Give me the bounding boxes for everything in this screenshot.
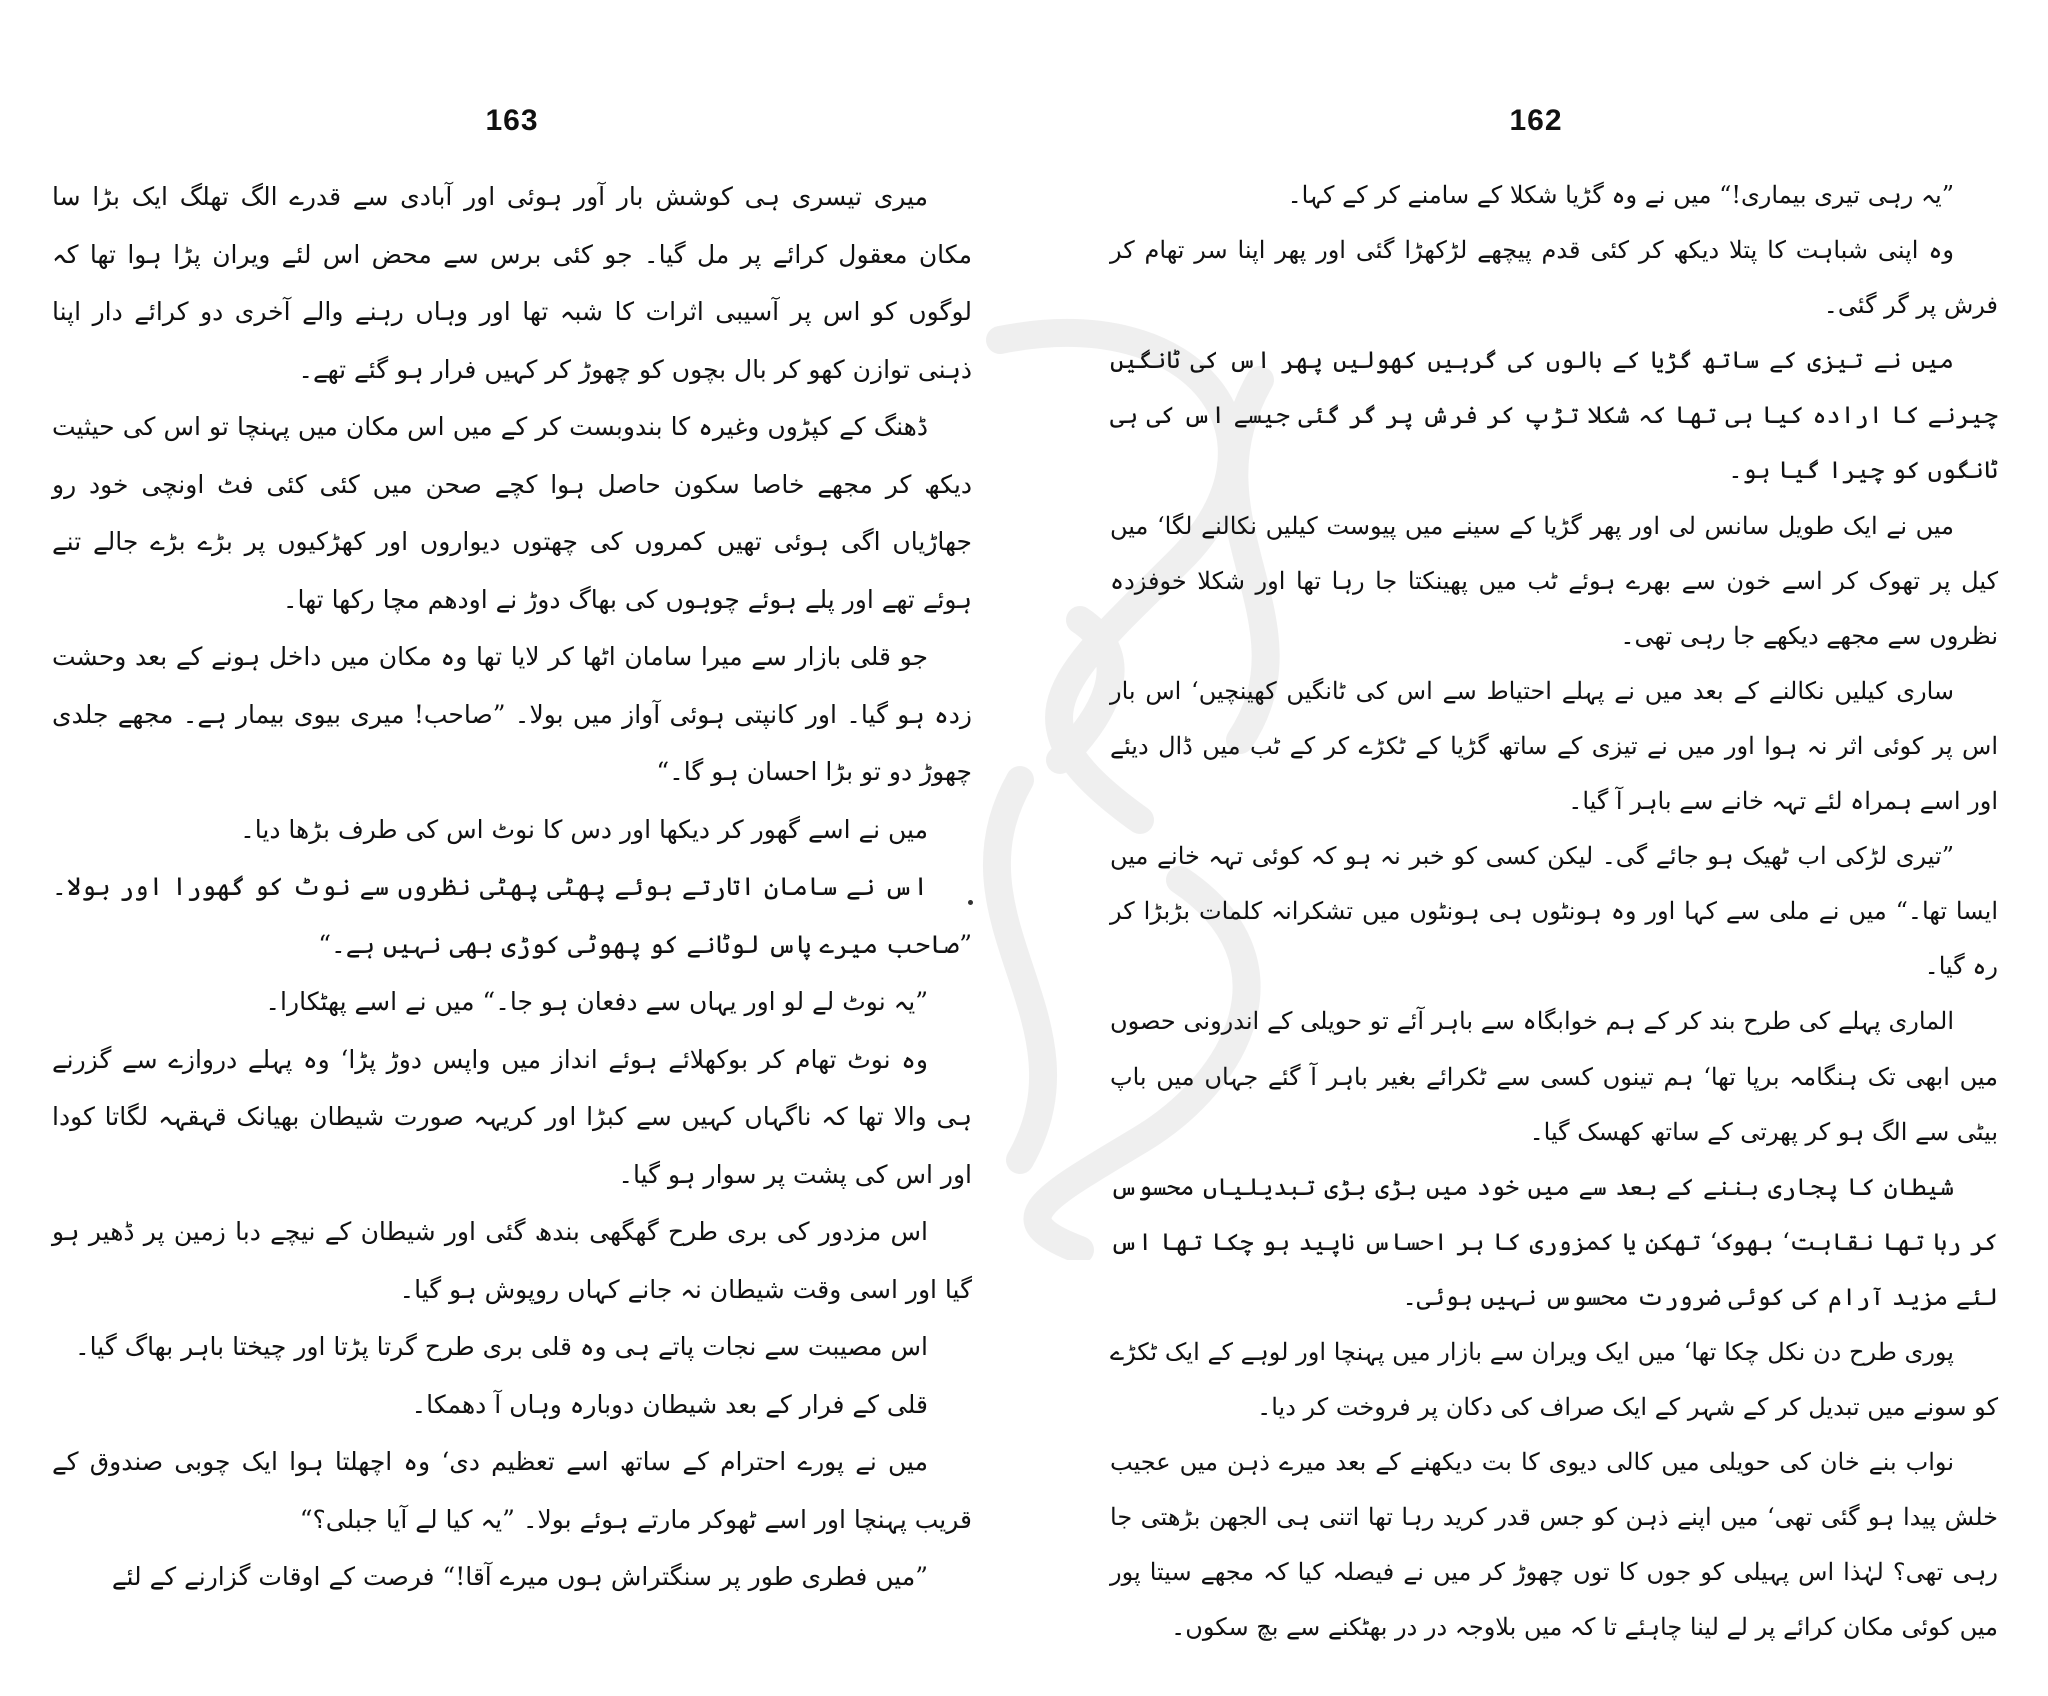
- paragraph: جو قلی بازار سے میرا سامان اٹھا کر لایا تھا وہ مکان میں داخل ہونے کے بعد وحشت زدہ ہو گیا۔ اور کانپتی ہوئی آواز میں بولا۔ ”صاحب! میری بیوی بیمار ہے۔ مجھے جلدی چھوڑ دو تو بڑا احسان ہو گا۔“: [52, 642, 972, 786]
- paragraph: میں نے ایک طویل سانس لی اور پھر گڑیا کے سینے میں پیوست کیلیں نکالنے لگا‘ میں کیل پر تھوک کر اسے خون سے بھرے ہوئے ٹب میں پھینکتا جا رہا تھا اور شکلا خوفزدہ نظروں سے مجھے دیکھے جا رہی تھی۔: [1110, 511, 1998, 650]
- paragraph: ڈھنگ کے کپڑوں وغیرہ کا بندوبست کر کے میں اس مکان میں پہنچا تو اس کی حیثیت دیکھ کر مجھے خاصا سکون حاصل ہوا کچے صحن میں کئی کئی فٹ اونچی خود رو جھاڑیاں اگی ہوئی تھیں کمروں کی چھتوں دیواروں اور کھڑکیوں پر بڑے بڑے جالے تنے ہوئے تھے اور پلے ہوئے چوہوں کی بھاگ دوڑ نے اودھم مچا رکھا تھا۔: [52, 412, 972, 614]
- page-number: 162: [1509, 104, 1563, 137]
- paragraph: میں نے اسے گھور کر دیکھا اور دس کا نوٹ اس کی طرف بڑھا دیا۔: [240, 814, 928, 844]
- paragraph: الماری پہلے کی طرح بند کر کے ہم خوابگاہ سے باہر آئے تو حویلی کے اندرونی حصوں میں ابھی تک ہنگامہ برپا تھا‘ ہم تینوں کسی سے ٹکرائے بغیر باہر آ گئے جہاں میں باپ بیٹی سے الگ ہو کر پھرتی کے ساتھ کھسک گیا۔: [1110, 1007, 1998, 1146]
- paragraph: ”یہ نوٹ لے لو اور یہاں سے دفعان ہو جا۔“ میں نے اسے پھٹکارا۔: [265, 987, 928, 1016]
- paragraph: اس نے سامان اتارتے ہوئے پھٹی پھٹی نظروں سے نوٹ کو گھورا اور بولا۔ ”صاحب میرے پاس لوٹانے کو پھوٹی کوڑی بھی نہیں ہے۔“: [52, 872, 972, 959]
- paragraph: اس مزدور کی بری طرح گھگھی بندھ گئی اور شیطان کے نیچے دبا زمین پر ڈھیر ہو گیا اور اسی وقت شیطان نہ جانے کہاں روپوش ہو گیا۔: [52, 1217, 972, 1304]
- paragraph: وہ اپنی شباہت کا پتلا دیکھ کر کئی قدم پیچھے لڑکھڑا گئی اور پھر اپنا سر تھام کر فرش پر گر گئی۔: [1110, 236, 1998, 320]
- paragraph: اس مصیبت سے نجات پاتے ہی وہ قلی بری طرح گرتا پڑتا اور چیختا باہر بھاگ گیا۔: [75, 1332, 928, 1361]
- paragraph: میری تیسری ہی کوشش بار آور ہوئی اور آبادی سے قدرے الگ تھلگ ایک بڑا سا مکان معقول کرائے پر مل گیا۔ جو کئی برس سے محض اس لئے ویران پڑا ہوا تھا کہ لوگوں کو اس پر آسیبی اثرات کا شبہ تھا اور وہاں رہنے والے آخری دو کرائے دار اپنا ذہنی توازن کھو کر بال بچوں کو چھوڑ کر کہیں فرار ہو گئے تھے۔: [52, 182, 972, 384]
- ink-dot: [968, 900, 973, 905]
- page-text: [1110, 168, 1998, 1656]
- paragraph: وہ نوٹ تھام کر بوکھلائے ہوئے انداز میں واپس دوڑ پڑا‘ وہ پہلے دروازے سے گزرنے ہی والا تھا کہ ناگہاں کہیں سے کبڑا اور کریہہ صورت شیطان بھیانک قہقہہ لگاتا کودا اور اس کی پشت پر سوار ہو گیا۔: [52, 1044, 972, 1189]
- paragraph: نواب بنے خان کی حویلی میں کالی دیوی کا بت دیکھنے کے بعد میرے ذہن میں عجیب خلش پیدا ہو گئی تھی‘ میں اپنے ذہن کو جس قدر کرید رہا تھا اتنی ہی الجھن بڑھتی جا رہی تھی؟ لہٰذا اس پہیلی کو جوں کا توں چھوڑ کر میں نے فیصلہ کیا کہ مجھے سیتا پور میں کوئی مکان کرائے پر لے لینا چاہئے تا کہ میں بلاوجہ در در بھٹکنے سے بچ سکوں۔: [1110, 1448, 1998, 1642]
- paragraph: ”میں فطری طور پر سنگتراش ہوں میرے آقا!“ فرصت کے اوقات گزارنے کے لئے: [111, 1562, 928, 1591]
- paragraph: ”یہ رہی تیری بیماری!“ میں نے وہ گڑیا شکلا کے سامنے کر کے کہا۔: [1287, 181, 1954, 209]
- paragraph: ”تیری لڑکی اب ٹھیک ہو جائے گی۔ لیکن کسی کو خبر نہ ہو کہ کوئی تہہ خانے میں ایسا تھا۔“ میں نے ملی سے کہا اور وہ ہونٹوں ہی ہونٹوں میں تشکرانہ کلمات بڑبڑا کر رہ گیا۔: [1110, 842, 1998, 981]
- paragraph: میں نے تیزی کے ساتھ گڑیا کے بالوں کی گرہیں کھولیں پھر اس کی ٹانگیں چیرنے کا ارادہ کیا ہی تھا کہ شکلا تڑپ کر فرش پر گر گئی جیسے اس کی ہی ٹانگوں کو چیرا گیا ہو۔: [1110, 346, 1998, 485]
- right-page: [1024, 0, 2048, 1696]
- page-number: 163: [485, 104, 539, 137]
- paragraph: شیطان کا پجاری بننے کے بعد سے میں خود میں بڑی بڑی تبدیلیاں محسوس کر رہا تھا نقاہت‘ بھوک‘ تھکن یا کمزوری کا ہر احساس ناپید ہو چکا تھا اس لئے مزید آرام کی کوئی ضرورت محسوس نہیں ہوئی۔: [1110, 1172, 1998, 1311]
- paragraph: پوری طرح دن نکل چکا تھا‘ میں ایک ویران سے بازار میں پہنچا اور لوہے کے ایک ٹکڑے کو سونے میں تبدیل کر کے شہر کے ایک صراف کی دکان پر فروخت کر دیا۔: [1110, 1337, 1998, 1422]
- page-text: [52, 168, 972, 1606]
- paragraph: ساری کیلیں نکالنے کے بعد میں نے پہلے احتیاط سے اس کی ٹانگیں کھینچیں‘ اس بار اس پر کوئی اثر نہ ہوا اور میں نے تیزی کے ساتھ گڑیا کے ٹکڑے کر کے ٹب میں ڈال دیئے اور اسے ہمراہ لئے تہہ خانے سے باہر آ گیا۔: [1110, 676, 1998, 816]
- paragraph: قلی کے فرار کے بعد شیطان دوبارہ وہاں آ دھمکا۔: [411, 1389, 928, 1419]
- paragraph: میں نے پورے احترام کے ساتھ اسے تعظیم دی‘ وہ اچھلتا ہوا ایک چوبی صندوق کے قریب پہنچا اور اسے ٹھوکر مارتے ہوئے بولا۔ ”یہ کیا لے آیا جبلی؟“: [52, 1447, 972, 1534]
